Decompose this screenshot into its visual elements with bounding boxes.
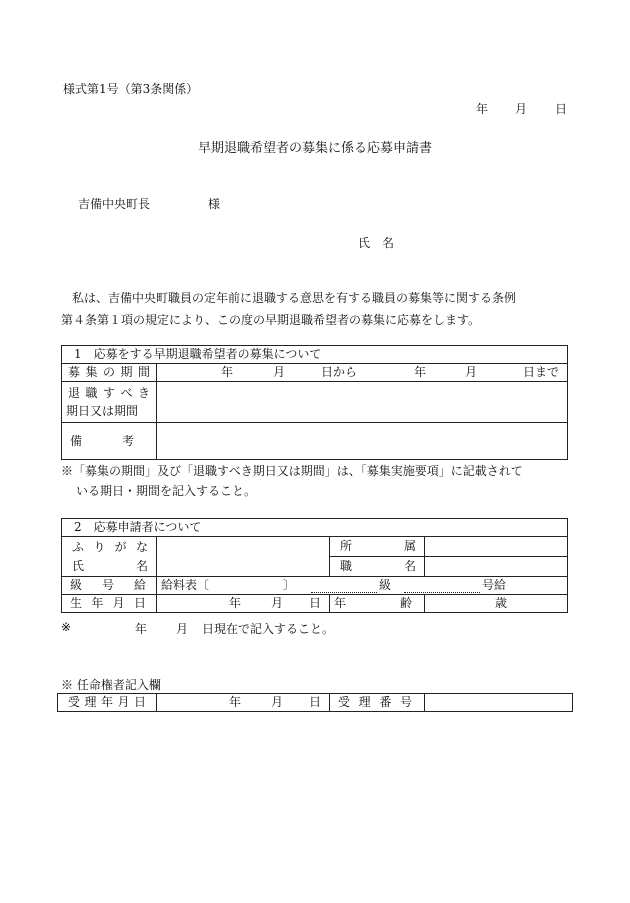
retire-date-field[interactable] (157, 382, 568, 423)
section3-heading: ※ 任命権者記入欄 (61, 678, 161, 692)
affiliation-position-label: 所 属 職 名 (330, 537, 425, 577)
received-date-field[interactable] (157, 694, 330, 712)
step-unit: 号給 (482, 578, 507, 592)
period-year-2: 年 (414, 365, 427, 379)
date-year-label: 年 (476, 102, 489, 116)
age-label: 年 齢 (330, 595, 425, 613)
birth-year-label: 年 (229, 596, 242, 610)
statement-line-2: 第４条第１項の規定により、この度の早期退職希望者の募集に応募をします。 (61, 313, 481, 327)
age-unit: 歳 (495, 596, 508, 610)
birth-month-label: 月 (271, 596, 284, 610)
section1-note-line-2: いる期日・期間を記入すること。 (76, 484, 257, 498)
received-year-label: 年 (229, 695, 242, 709)
addressee-honorific: 様 (208, 197, 221, 211)
period-day-to: 日まで (523, 365, 560, 379)
form-title: 早期退職希望者の募集に係る応募申請書 (197, 141, 432, 156)
birth-day-label: 日 (309, 596, 322, 610)
statement-line-1: 私は、吉備中央町職員の定年前に退職する意思を有する職員の募集等に関する条例 (72, 291, 517, 305)
salary-table-suffix: 〕 (283, 578, 296, 592)
received-month-label: 月 (271, 695, 284, 709)
grade-dotted-line (311, 580, 377, 593)
addressee-name: 吉備中央町長 (78, 197, 151, 211)
applicant-name-label: 氏 名 (358, 236, 395, 250)
date-month-label: 月 (515, 102, 528, 116)
section2-note-month: 月 (176, 622, 189, 636)
section1-heading: 1 応募をする早期退職希望者の募集について (62, 346, 568, 364)
period-year-1: 年 (221, 365, 234, 379)
affiliation-position-field[interactable] (425, 537, 568, 577)
birth-label: 生 年 月 日 (62, 595, 157, 613)
step-dotted-line (404, 580, 480, 593)
received-day-label: 日 (309, 695, 322, 709)
date-day-label: 日 (555, 102, 568, 116)
grade-unit: 級 (379, 578, 392, 592)
period-label: 募 集 の 期 間 (62, 364, 157, 382)
furigana-name-label: ふ り が な 氏 名 (62, 537, 157, 577)
section2-note-mark: ※ (61, 620, 72, 634)
section2-note-year: 年 (135, 622, 148, 636)
section2-heading: 2 応募申請者について (62, 519, 568, 537)
remarks-label: 備 考 (62, 423, 157, 460)
applicant-table (61, 518, 568, 613)
period-month-1: 月 (273, 365, 286, 379)
grade-label: 級 号 給 (62, 577, 157, 595)
period-field[interactable] (157, 364, 568, 382)
receipt-table (57, 693, 573, 712)
birth-field[interactable] (157, 595, 330, 613)
section2-note-tail: 日現在で記入すること。 (202, 622, 335, 636)
period-month-2: 月 (465, 365, 478, 379)
period-day-from: 日から (321, 365, 358, 379)
form-number: 様式第1号（第3条関係） (63, 82, 199, 96)
receipt-number-field[interactable] (425, 694, 573, 712)
recruitment-table (61, 345, 568, 460)
received-date-label: 受 理 年 月 日 (58, 694, 157, 712)
furigana-name-field[interactable] (157, 537, 330, 577)
grade-field[interactable] (157, 577, 568, 595)
receipt-number-label: 受 理 番 号 (330, 694, 425, 712)
section1-note-line-1: ※「募集の期間」及び「退職すべき期日又は期間」は、「募集実施要項」に記載されて (61, 464, 523, 478)
age-field[interactable] (425, 595, 568, 613)
remarks-field[interactable] (157, 423, 568, 460)
salary-table-prefix: 給料表〔 (161, 578, 210, 592)
retire-date-label: 退 職 す べ き 期日又は期間 (62, 382, 157, 423)
